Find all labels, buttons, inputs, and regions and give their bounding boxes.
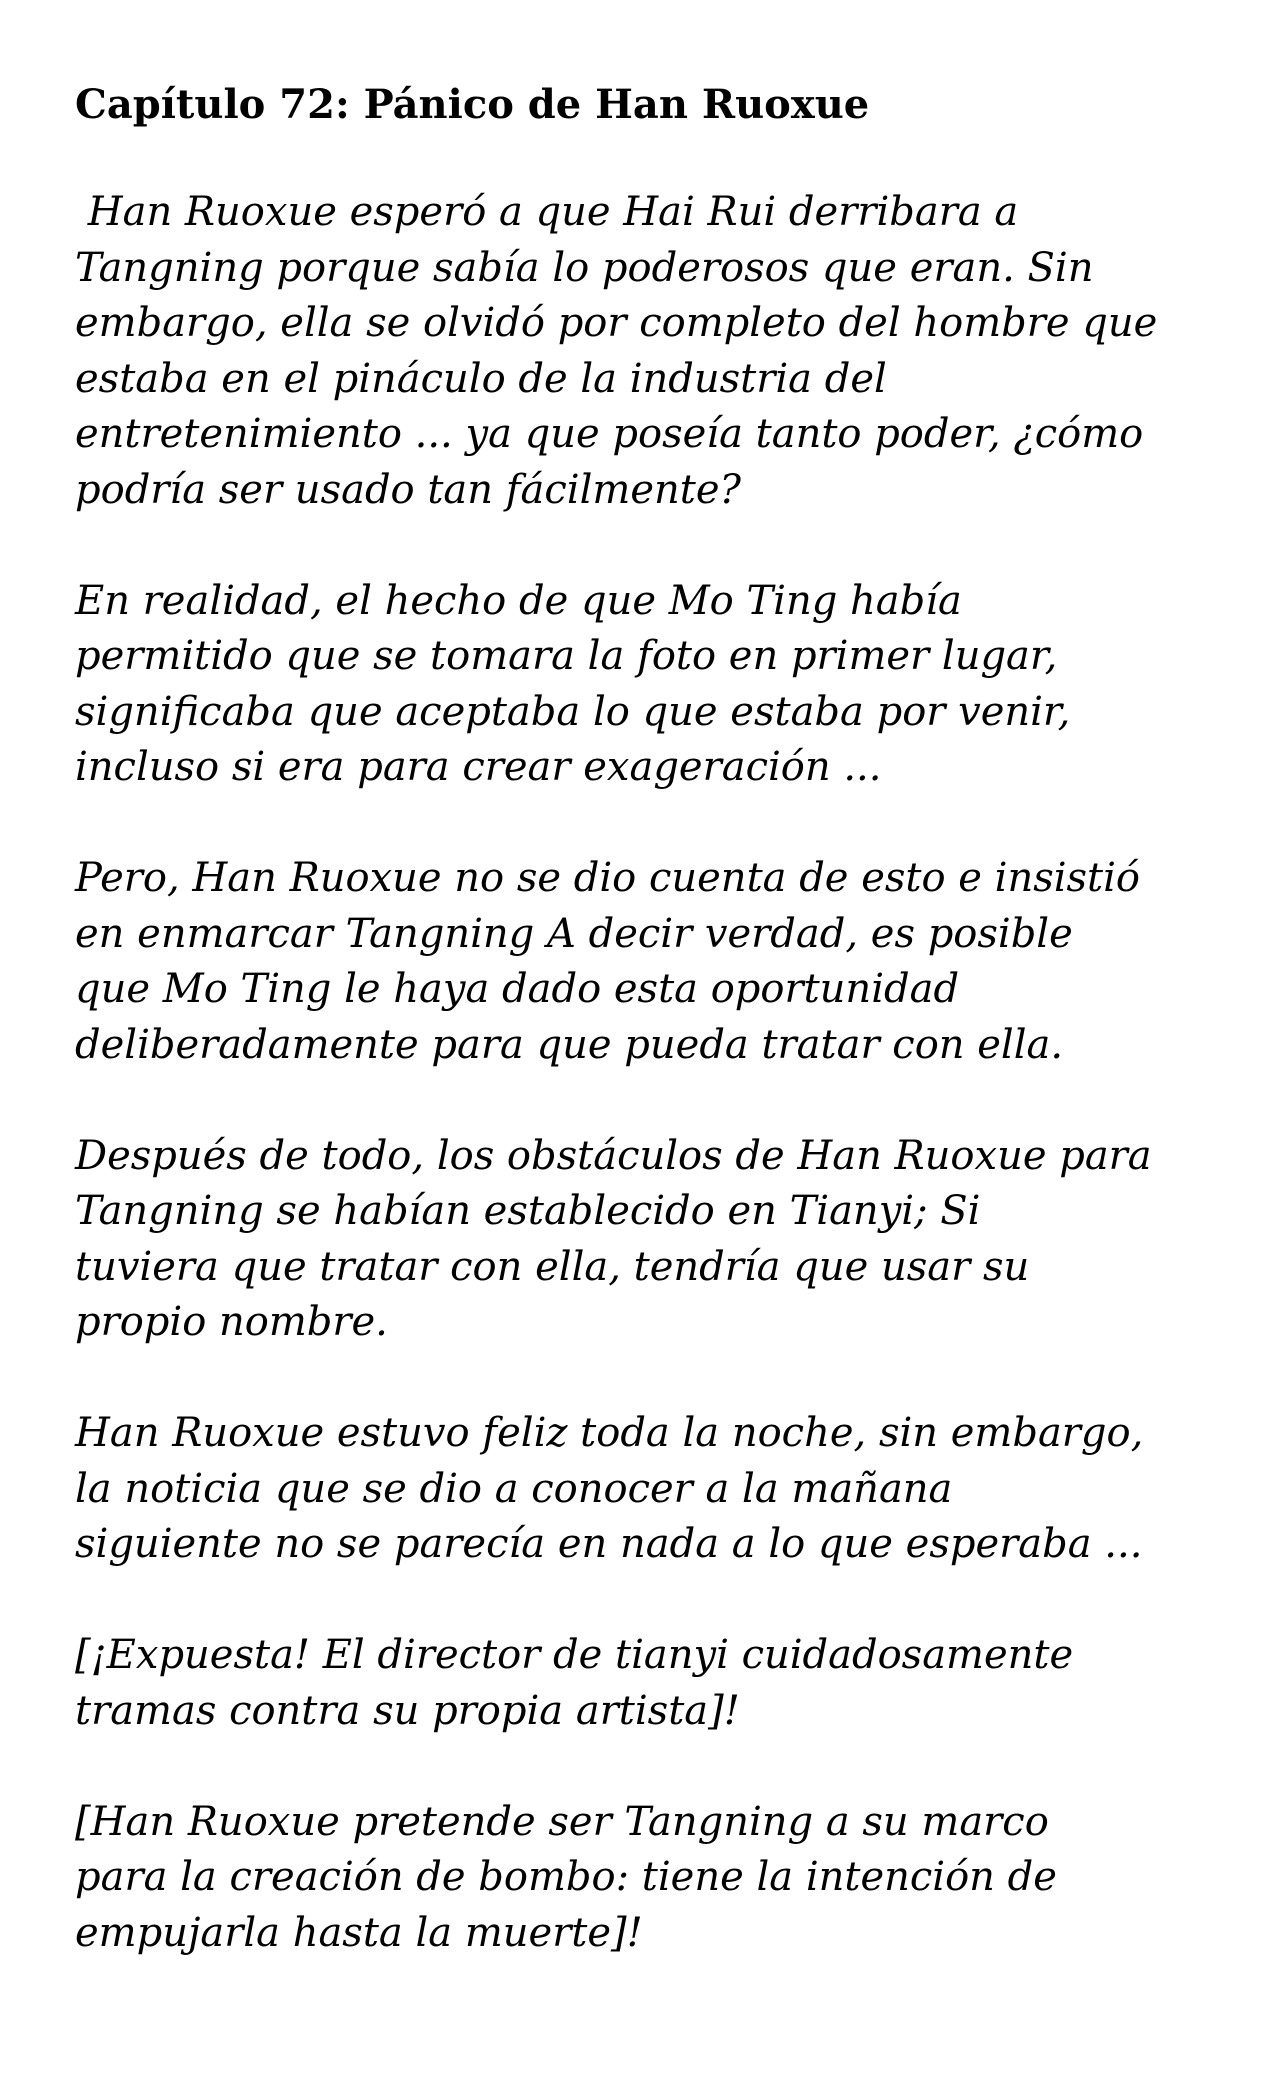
paragraph-6 — [75, 1628, 1225, 1739]
text-line: tuviera que tratar con ella, tendría que usar su — [75, 1243, 1030, 1290]
text-line: propio nombre. — [75, 1299, 388, 1345]
text-line: deliberadamente para que pueda tratar con ella. — [75, 1021, 1064, 1068]
text-line: Pero, Han Ruoxue no se dio cuenta de esto e insistió — [75, 855, 1140, 901]
text-line: permitido que se tomara la foto en primer lugar, — [75, 633, 1058, 679]
text-line: Han Ruoxue estuvo feliz toda la noche, sin embargo, — [75, 1410, 1144, 1456]
text-line: empujarla hasta la muerte]! — [75, 1909, 643, 1956]
text-line: [Han Ruoxue pretende ser Tangning a su marco — [75, 1798, 1049, 1845]
text-line: incluso si era para crear exageración ... — [75, 744, 882, 790]
paragraph-5 — [75, 1406, 1225, 1573]
text-line: En realidad, el hecho de que Mo Ting había — [75, 577, 962, 624]
paragraph-3 — [75, 851, 1225, 1073]
text-line: estaba en el pináculo de la industria del — [75, 355, 887, 402]
text-line: significaba que aceptaba lo que estaba por venir, — [75, 688, 1071, 735]
text-line: entretenimiento ... ya que poseía tanto poder, ¿cómo — [75, 411, 1144, 457]
text-line: la noticia que se dio a conocer a la mañana — [75, 1465, 953, 1512]
text-line: siguiente no se parecía en nada a lo que esperaba ... — [75, 1521, 1143, 1567]
text-line: en enmarcar Tangning A decir verdad, es posible — [75, 910, 1073, 957]
text-line: Han Ruoxue esperó a que Hai Rui derribara a — [75, 189, 1019, 235]
text-line: tramas contra su propia artista]! — [75, 1687, 740, 1734]
text-line: Después de todo, los obstáculos de Han Ruoxue para — [75, 1132, 1152, 1179]
text-line: podría ser usado tan fácilmente? — [75, 466, 741, 513]
text-line: para la creación de bombo: tiene la intención de — [75, 1854, 1057, 1900]
text-line: Tangning porque sabía lo poderosos que eran. Sin — [75, 244, 1094, 291]
paragraph-4 — [75, 1129, 1225, 1351]
text-line: Tangning se habían establecido en Tianyi; Si — [75, 1188, 981, 1234]
paragraph-1 — [75, 185, 1225, 518]
paragraph-2 — [75, 574, 1225, 796]
paragraph-7 — [75, 1795, 1225, 1962]
text-line: [¡Expuesta! El director de tianyi cuidadosamente — [75, 1632, 1074, 1678]
document-page — [75, 76, 1225, 2017]
text-line: que Mo Ting le haya dado esta oportunidad — [75, 966, 960, 1012]
text-line: embargo, ella se olvidó por completo del hombre que — [75, 300, 1158, 346]
chapter-title: Capítulo 72: Pánico de Han Ruoxue — [75, 81, 870, 128]
